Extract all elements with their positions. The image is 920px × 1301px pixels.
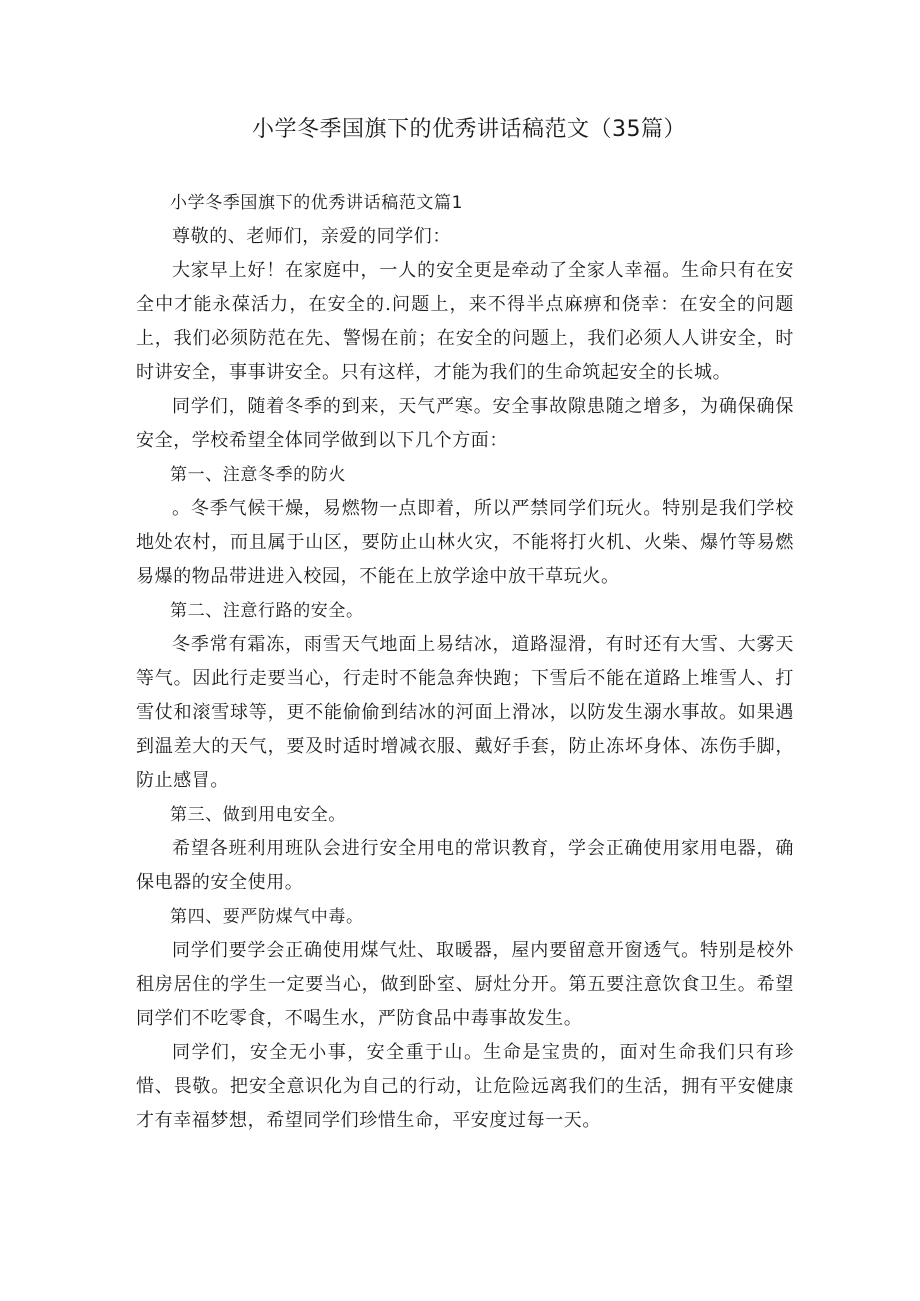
paragraph: 同学们，随着冬季的到来，天气严寒。安全事故隙患随之增多，为确保确保安全，学校希望全体同学做到以下几个方面：	[136, 396, 794, 451]
document-title: 小学冬季国旗下的优秀讲话稿范文（35篇）	[252, 117, 686, 142]
point-heading: 第四、要严防煤气中毒。	[170, 907, 364, 927]
paragraph: 冬季常有霜冻，雨雪天气地面上易结冰，道路湿滑，有时还有大雪、大雾天等气。因此行走要当心，行走时不能急奔快跑；下雪后不能在道路上堆雪人、打雪仗和滚雪球等，更不能偷偷到结冰的河面上滑冰，以防发生溺水事故。如果遇到温差大的天气，要及时适时增减衣服、戴好手套，防止冻坏身体、冻伤手脚，防止感冒。	[136, 634, 794, 791]
point-heading: 第二、注意行路的安全。	[170, 601, 364, 621]
point-heading: 第三、做到用电安全。	[170, 805, 346, 825]
section-heading: 小学冬季国旗下的优秀讲话稿范文篇1	[170, 193, 464, 213]
paragraph: 大家早上好！在家庭中，一人的安全更是牵动了全家人幸福。生命只有在安全中才能永葆活力，在安全的.问题上，来不得半点麻痹和侥幸：在安全的问题上，我们必须防范在先、警惕在前；在安全的问题上，我们必须人人讲安全，时时讲安全，事事讲安全。只有这样，才能为我们的生命筑起安全的长城。	[136, 260, 794, 383]
paragraph: 同学们要学会正确使用煤气灶、取暖器，屋内要留意开窗透气。特别是校外租房居住的学生一定要当心，做到卧室、厨灶分开。第五要注意饮食卫生。希望同学们不吃零食，不喝生水，严防食品中毒事故发生。	[136, 940, 794, 1029]
point-heading: 第一、注意冬季的防火	[170, 465, 346, 485]
salutation: 尊敬的、老师们，亲爱的同学们：	[172, 226, 451, 247]
paragraph: 希望各班利用班队会进行安全用电的常识教育，学会正确使用家用电器，确保电器的安全使用。	[136, 838, 794, 893]
paragraph: 同学们，安全无小事，安全重于山。生命是宝贵的，面对生命我们只有珍惜、畏敬。把安全意识化为自己的行动，让危险远离我们的生活，拥有平安健康才有幸福梦想，希望同学们珍惜生命，平安度过每一天。	[136, 1042, 794, 1131]
paragraph: 。冬季气候干燥，易燃物一点即着，所以严禁同学们玩火。特别是我们学校地处农村，而且属于山区，要防止山林火灾，不能将打火机、火柴、爆竹等易燃易爆的物品带进进入校园，不能在上放学途中放干草玩火。	[136, 498, 794, 587]
document-body	[136, 186, 794, 1138]
